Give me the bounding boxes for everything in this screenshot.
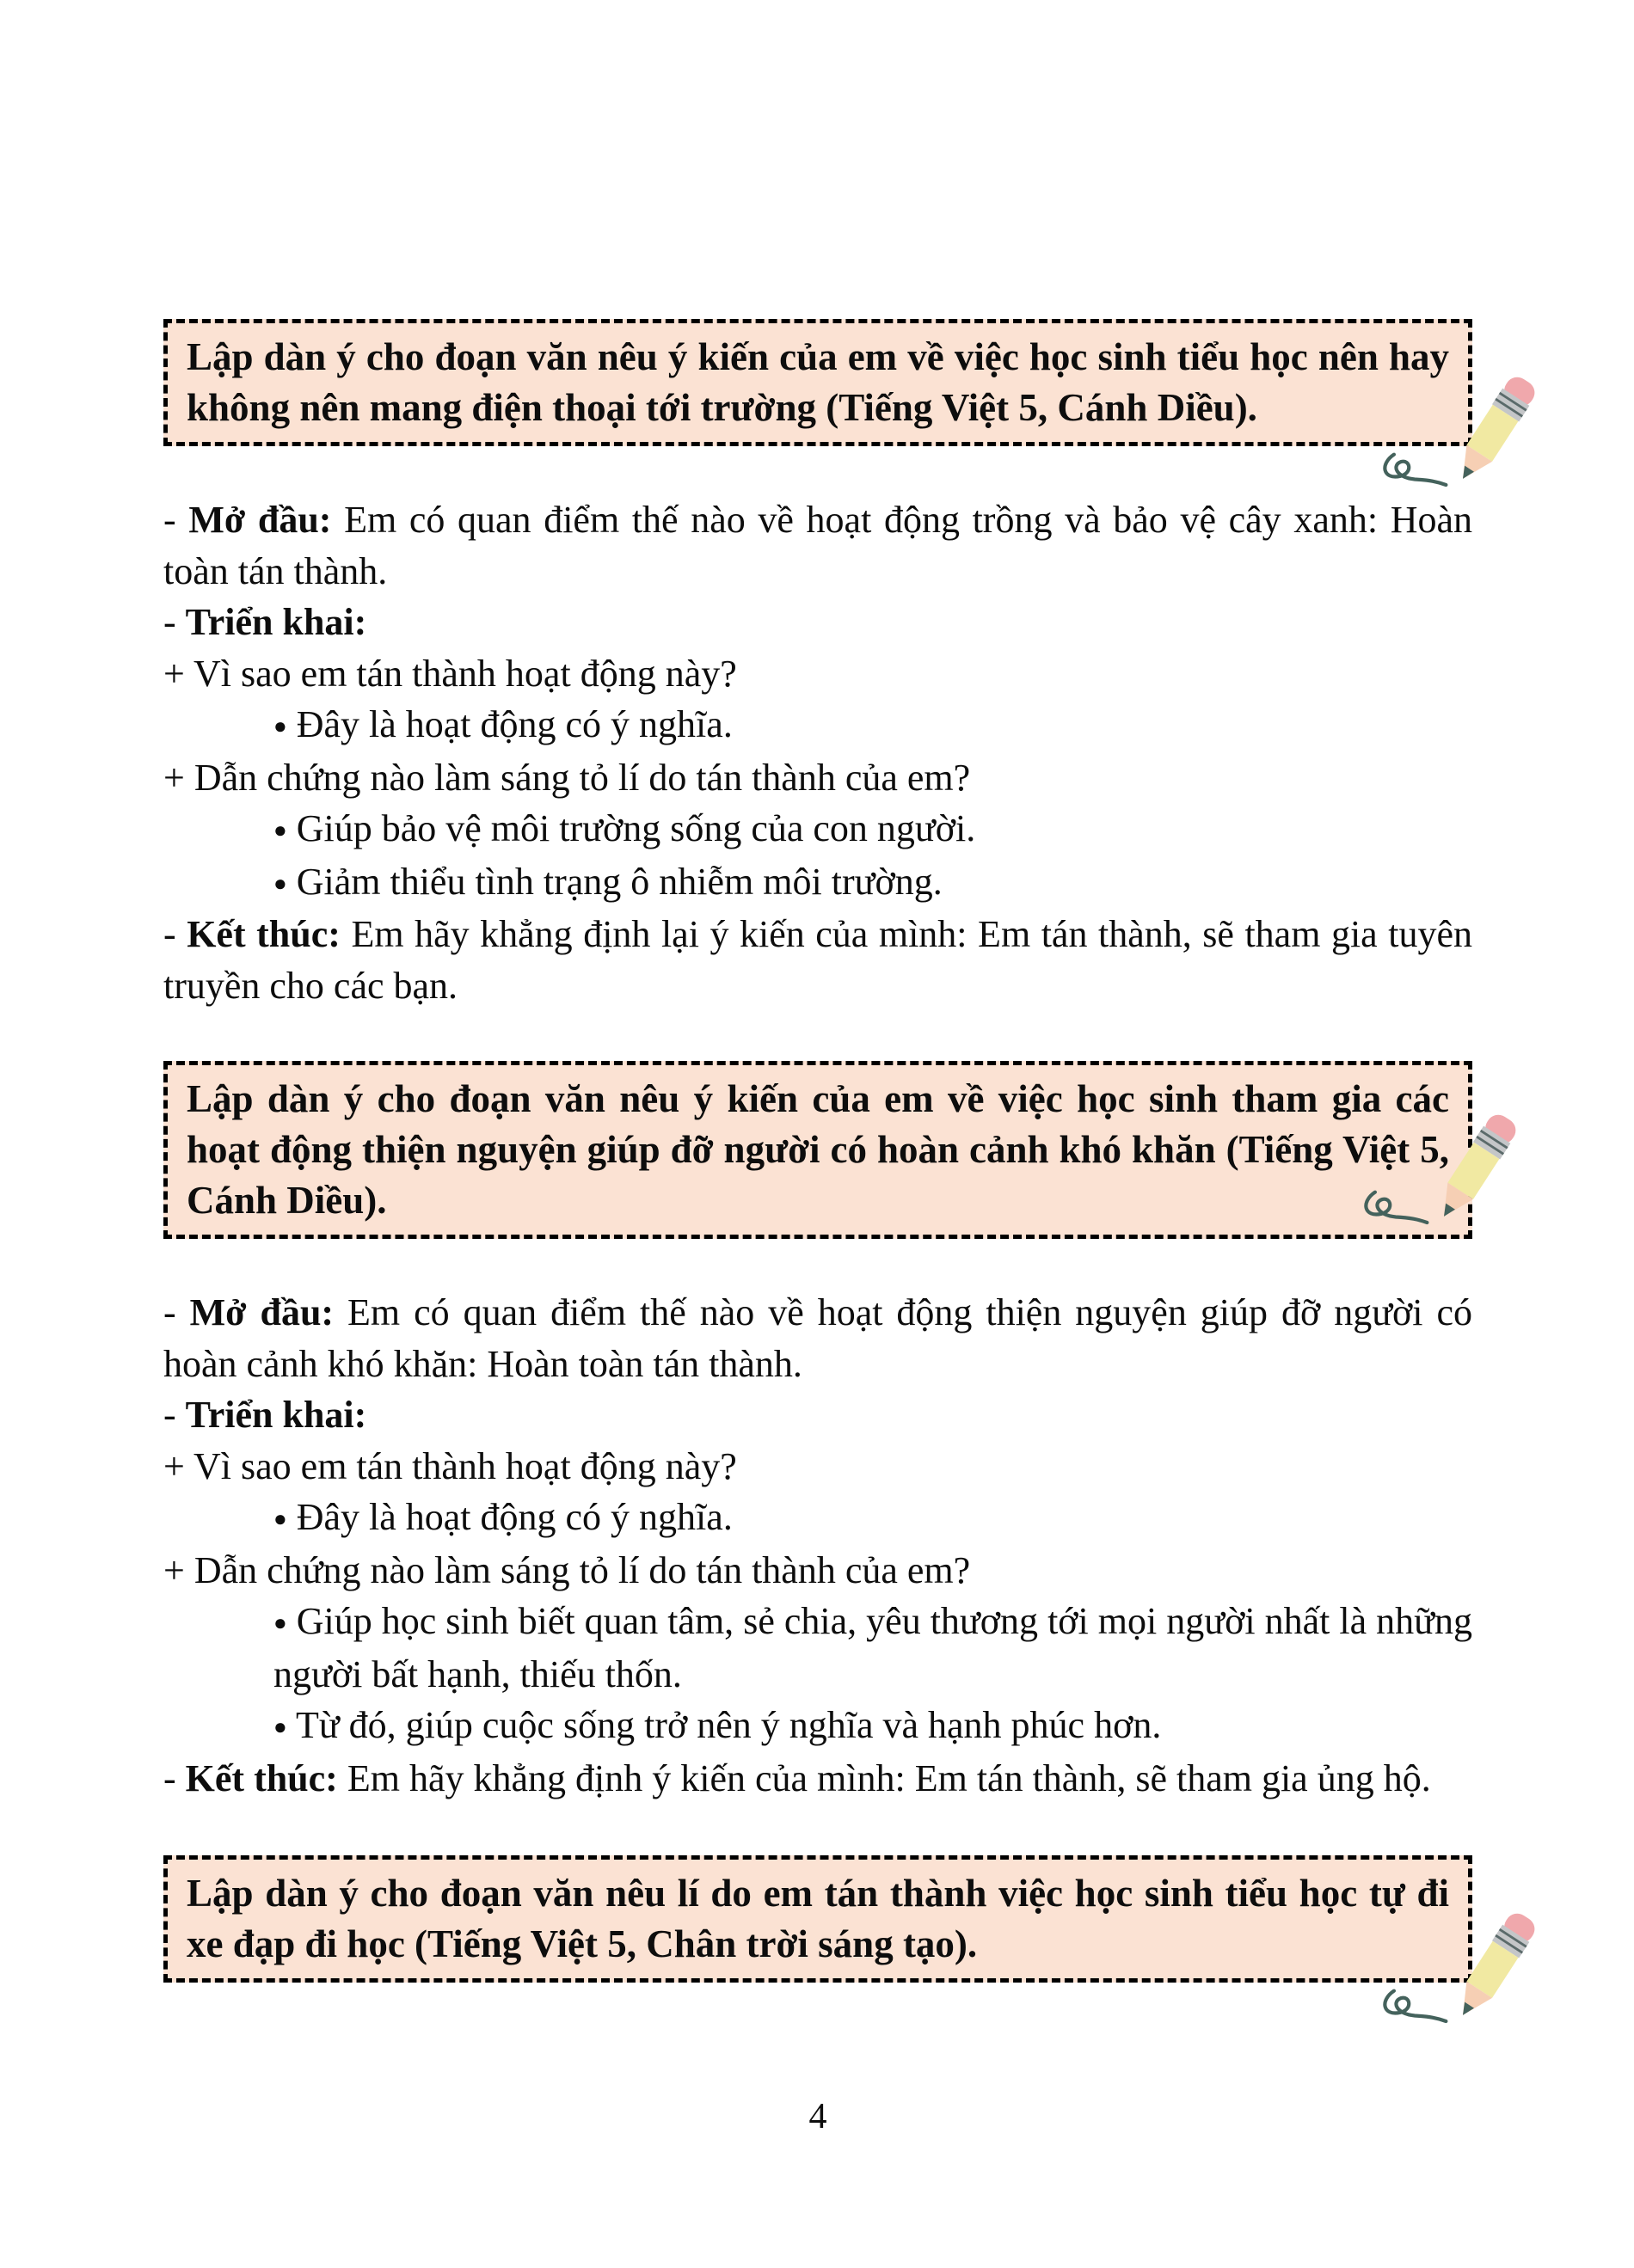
- paragraph-label: Triển khai:: [185, 601, 367, 643]
- assignment-box-3-title: Lập dàn ý cho đoạn văn nêu lí do em tán thành việc học sinh tiểu học tự đi xe đạp đi học (Tiếng Việt 5, Chân trời sáng tạo).: [187, 1872, 1449, 1965]
- content-column: [163, 0, 1472, 2137]
- assignment-box-2: [163, 1061, 1472, 1239]
- bullet-icon: ●: [273, 818, 287, 843]
- outline-bullet-item: [163, 1492, 1472, 1545]
- outline-label-paragraph: [163, 494, 1472, 597]
- page-number: 4: [808, 2097, 827, 2136]
- pencil-icon: [1370, 351, 1530, 493]
- paragraph-text: + Vì sao em tán thành hoạt động này?: [163, 1444, 737, 1487]
- outline-question: [163, 752, 1472, 804]
- dash: -: [163, 1394, 176, 1436]
- paragraph-label: Kết thúc:: [185, 1756, 338, 1799]
- assignment-box-1-title: Lập dàn ý cho đoạn văn nêu ý kiến của em về việc học sinh tiểu học nên hay không nên mang điện thoại tới trường (Tiếng Việt 5, Cánh Diều).: [187, 335, 1449, 429]
- outline-bullet-item: [163, 856, 1472, 910]
- outline-bullet-item: [163, 699, 1472, 752]
- outline-bullet-item: [163, 1700, 1472, 1753]
- assignment-box-1: [163, 319, 1472, 446]
- outline-question: [163, 1545, 1472, 1597]
- outline-label-paragraph: [163, 1753, 1472, 1805]
- dash: -: [163, 1291, 176, 1333]
- paragraph-text: Giúp bảo vệ môi trường sống của con người.: [296, 807, 976, 849]
- dash: -: [163, 601, 176, 643]
- paragraph-text: Em có quan điểm thế nào về hoạt động trồng và bảo vệ cây xanh: Hoàn toàn tán thành.: [163, 499, 1473, 592]
- outline-label-paragraph: [163, 909, 1472, 1011]
- pencil-icon: [1351, 1088, 1511, 1231]
- paragraph-text: Em hãy khẳng định lại ý kiến của mình: Em tán thành, sẽ tham gia tuyên truyền cho các bạn.: [163, 913, 1472, 1007]
- dash: -: [163, 913, 176, 955]
- paragraph-label: Kết thúc:: [187, 913, 341, 955]
- outline-label-paragraph: [163, 1389, 1472, 1441]
- paragraph-text: Từ đó, giúp cuộc sống trở nên ý nghĩa và hạnh phúc hơn.: [295, 1704, 1162, 1746]
- outline-section-2: [163, 1287, 1472, 1804]
- bullet-icon: ●: [273, 870, 287, 896]
- outline-section-1: [163, 494, 1472, 1011]
- pencil-icon: [1370, 1887, 1530, 2030]
- outline-question: [163, 1441, 1472, 1493]
- outline-label-paragraph: [163, 597, 1472, 648]
- assignment-box-3: [163, 1855, 1472, 1983]
- paragraph-label: Triển khai:: [185, 1394, 367, 1436]
- dash: -: [163, 499, 176, 541]
- paragraph-label: Mở đầu:: [188, 499, 332, 541]
- outline-bullet-item: [163, 1596, 1472, 1700]
- bullet-icon: ●: [273, 1506, 287, 1531]
- paragraph-text: + Vì sao em tán thành hoạt động này?: [163, 652, 737, 695]
- paragraph-text: + Dẫn chứng nào làm sáng tỏ lí do tán thành của em?: [163, 1548, 971, 1591]
- bullet-icon: ●: [273, 1610, 287, 1635]
- bullet-icon: ●: [273, 1714, 287, 1739]
- outline-bullet-item: [163, 803, 1472, 856]
- bullet-icon: ●: [273, 714, 287, 739]
- paragraph-label: Mở đầu:: [189, 1291, 335, 1333]
- paragraph-text: Em hãy khẳng định ý kiến của mình: Em tán thành, sẽ tham gia ủng hộ.: [347, 1756, 1431, 1799]
- paragraph-text: Giảm thiểu tình trạng ô nhiễm môi trường.: [296, 860, 943, 903]
- paragraph-text: + Dẫn chứng nào làm sáng tỏ lí do tán thành của em?: [163, 756, 971, 799]
- dash: -: [163, 1756, 176, 1799]
- outline-label-paragraph: [163, 1287, 1472, 1389]
- outline-question: [163, 648, 1472, 700]
- paragraph-text: Em có quan điểm thế nào về hoạt động thiện nguyện giúp đỡ người có hoàn cảnh khó khăn: Hoàn toàn tán thành.: [163, 1291, 1473, 1385]
- paragraph-text: Đây là hoạt động có ý nghĩa.: [296, 1496, 733, 1538]
- assignment-box-2-title: Lập dàn ý cho đoạn văn nêu ý kiến của em về việc học sinh tham gia các hoạt động thiện nguyện giúp đỡ người có hoàn cảnh khó khăn (Tiếng Việt 5, Cánh Diều).: [187, 1077, 1449, 1222]
- paragraph-text: Giúp học sinh biết quan tâm, sẻ chia, yêu thương tới mọi người nhất là những người bất hạnh, thiếu thốn.: [273, 1600, 1472, 1695]
- paragraph-text: Đây là hoạt động có ý nghĩa.: [296, 703, 733, 745]
